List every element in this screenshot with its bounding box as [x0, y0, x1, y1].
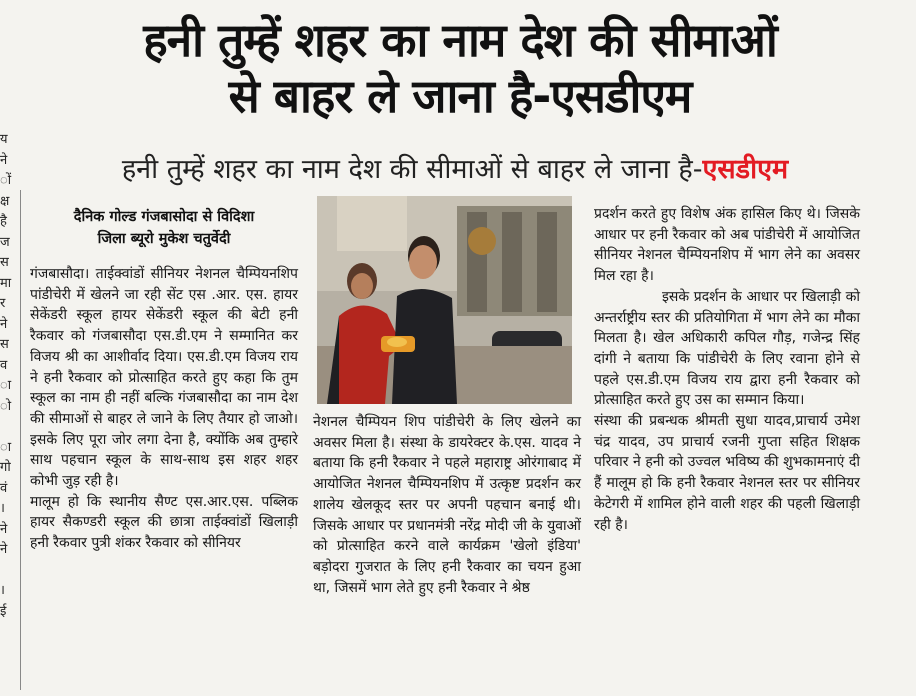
edge-fragment: ने: [0, 521, 8, 537]
headline: [30, 12, 890, 124]
edge-fragment: स: [0, 337, 9, 352]
edge-fragment: ों: [0, 173, 12, 188]
edge-fragment: ज: [0, 234, 10, 250]
edge-fragment: ने: [0, 152, 8, 168]
paragraph: इसके प्रदर्शन के आधार पर खिलाड़ी को अन्तर्राष्ट्रीय स्तर की प्रतियोगिता में भाग लेने का मौका मिलता है। खेल अधिकारी कपिल गौड़, गजेन्द्र सिंह दांगी ने बताया कि पांडीचेरी के लिए रवाना होने से पहले एस.डी.एम विजय राय द्वारा हनी रैकवार को प्रोत्साहित करते हुए उस का सम्मान किया।: [594, 288, 860, 409]
edge-fragment: वं: [0, 480, 8, 496]
edge-fragment: य: [0, 132, 8, 147]
paragraph: संस्था की प्रबन्धक श्रीमती सुधा यादव,प्राचार्य उमेश चंद्र यादव, उप प्राचार्य रजनी गुप्ता सहित शिक्षक परिवार ने हनी को उज्वल भविष्य की शुभकामनाएं दी हैं मालूम हो कि हनी रैकवार नेशनल स्तर पर सीनियर केटेगरी में शामिल होने वाली शहर की पहली खिलाड़ी रही है।: [594, 413, 860, 533]
paragraph: नेशनल चैम्पियन शिप पांडीचेरी के लिए खेलने का अवसर मिला है। संस्था के डायरेक्टर के.एस. यादव ने बताया कि हनी रैकवार ने पहले महाराष्ट्र ओरंगाबाद में आयोजित नेशनल चैम्पियनशिप में उत्कृष्ट प्रदर्शन कर शालेय खेलकूद स्तर पर अपनी पहचान बनाई थी। जिसके आधार पर प्रधानमंत्री नरेंद्र मोदी जी के युवाओं को प्रोत्साहित करने वाले कार्यक्रम 'खेलो इंडिया' बड़ोदरा गुजरात के लिए हनी रैकवार का चयन हुआ था, जिसमें भाग लेते हुए हनी रैकवार ने श्रेष्ठ: [313, 414, 581, 596]
edge-fragment: गो: [0, 460, 11, 475]
paragraph: प्रदर्शन करते हुए विशेष अंक हासिल किए थे। जिसके आधार पर हनी रैकवार को अब पांडीचेरी में आयोजित सीनियर नेशनल चैम्पियनशिप में भाग लेने का अवसर मिल रहा है।: [594, 206, 860, 285]
adjacent-article-edge: [0, 130, 14, 619]
edge-fragment: ने: [0, 542, 8, 557]
edge-fragment: र: [0, 296, 6, 311]
paragraph: मालूम हो कि स्थानीय सैण्ट एस.आर.एस. पब्लिक हायर सैकण्डरी स्कूल की छात्रा ताईक्वांडों खिलाड़ी हनी रैकवार पुत्री शंकर रैकवार को सीनियर: [30, 493, 298, 552]
subheadline-highlight: एसडीएम: [702, 154, 789, 185]
article-column-2: [313, 412, 581, 598]
edge-fragment: मा: [0, 275, 12, 291]
headline-line-1: हनी तुम्हें शहर का नाम देश की सीमाओं: [143, 13, 777, 67]
article-column-1: [30, 264, 298, 554]
subheadline-text: हनी तुम्हें शहर का नाम देश की सीमाओं से बाहर ले जाना है-: [121, 154, 703, 185]
edge-fragment: ो: [0, 398, 12, 414]
byline: [30, 206, 298, 250]
edge-fragment: क्ष: [0, 193, 10, 209]
headline-line-2: से बाहर ले जाना है-एसडीएम: [228, 69, 692, 123]
edge-fragment: है: [0, 214, 7, 229]
byline-line-2: जिला ब्यूरो मुकेश चतुर्वेदी: [97, 231, 231, 247]
edge-fragment: स: [0, 255, 9, 270]
edge-fragment: [0, 561, 14, 582]
edge-fragment: ।: [0, 583, 5, 598]
article-column-3: [594, 204, 860, 535]
edge-fragment: [0, 417, 14, 438]
edge-fragment: ने: [0, 316, 8, 332]
edge-fragment: ा: [0, 378, 12, 393]
paragraph: गंजबासौदा। ताईक्वांडों सीनियर नेशनल चैम्पियनशिप पांडीचेरी में खेलने जा रही सेंट एस .आर. एस. हायर सेकेंडरी स्कूल हायर सेकेंडरी स्कूल की बेटी हनी रैकवार को गंजबासौदा एस.डी.एम ने सम्मानित कर विजय श्री का आशीर्वाद दिया। एस.डी.एम विजय राय ने हनी रैकवार को प्रोत्साहित करते हुए कहा कि तुम स्कूल का नाम ही नहीं बल्कि गंजबासौदा का नाम देश की सीमाओं से बाहर ले जाने के लिए तैयार हो जाओ। इसके लिए पूरा जोर लगा देना है, क्योंकि अब तुम्हारे साथ पहचान स्कूल के साथ-साथ इस शहर शहर कोभी जुड़ रही है।: [30, 266, 298, 490]
edge-fragment: ।: [0, 501, 5, 516]
subheadline: [40, 152, 870, 188]
byline-line-1: दैनिक गोल्ड गंजबासोदा से विदिशा: [73, 209, 255, 225]
edge-fragment: ा: [0, 439, 12, 455]
edge-fragment: व: [0, 357, 8, 373]
edge-fragment: ई: [0, 603, 7, 619]
news-photo: [317, 196, 572, 404]
column-divider: [20, 190, 21, 690]
